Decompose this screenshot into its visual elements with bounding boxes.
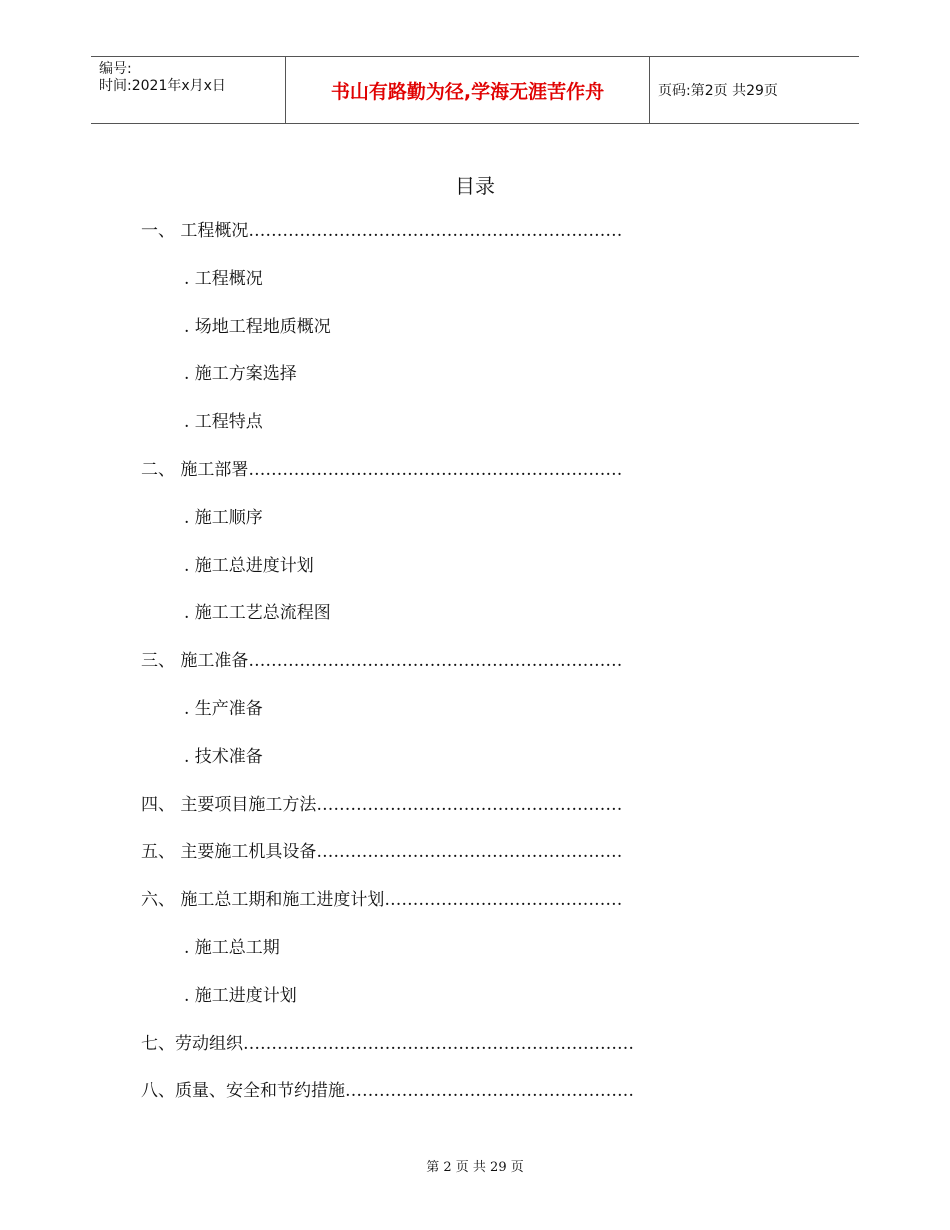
toc-section-entry: . 场地工程地质概况 (184, 317, 331, 337)
toc-section-entry: . 施工方案选择 (184, 364, 297, 384)
toc-section-entry: . 工程特点 (184, 412, 263, 432)
toc-section-entry: . 技术准备 (184, 747, 263, 767)
toc-section-entry: . 施工进度计划 (184, 986, 297, 1006)
toc-title: 目录 (455, 174, 495, 198)
toc-chapter-entry: 三、 施工准备………………………………………………………… (141, 651, 623, 671)
header-number-label: 编号: (99, 61, 132, 77)
header-time-label: 时间:2021年x月x日 (99, 78, 226, 94)
toc-chapter-entry: 六、 施工总工期和施工进度计划…………………………………… (141, 890, 623, 910)
toc-section-entry: . 施工总工期 (184, 938, 280, 958)
toc-chapter-entry: 五、 主要施工机具设备……………………………………………… (141, 842, 623, 862)
toc-section-entry: . 施工总进度计划 (184, 556, 314, 576)
toc-chapter-entry: 七、劳动组织…………………………………………………………… (141, 1034, 634, 1054)
page-footer: 第 2 页 共 29 页 (426, 1160, 524, 1175)
toc-chapter-entry: 八、质量、安全和节约措施…………………………………………… (141, 1081, 634, 1101)
toc-chapter-entry: 四、 主要项目施工方法……………………………………………… (141, 795, 623, 815)
header-page-info: 页码:第2页 共29页 (658, 83, 778, 99)
toc-section-entry: . 施工工艺总流程图 (184, 603, 331, 623)
toc-chapter-entry: 一、 工程概况………………………………………………………… (141, 221, 623, 241)
toc-chapter-entry: 二、 施工部署………………………………………………………… (141, 460, 623, 480)
header-meta (91, 57, 286, 123)
toc-section-entry: . 工程概况 (184, 269, 263, 289)
toc-section-entry: . 生产准备 (184, 699, 263, 719)
toc-section-entry: . 施工顺序 (184, 508, 263, 528)
header-motto: 书山有路勤为径,学海无涯苦作舟 (286, 57, 650, 123)
page-header (91, 56, 859, 124)
